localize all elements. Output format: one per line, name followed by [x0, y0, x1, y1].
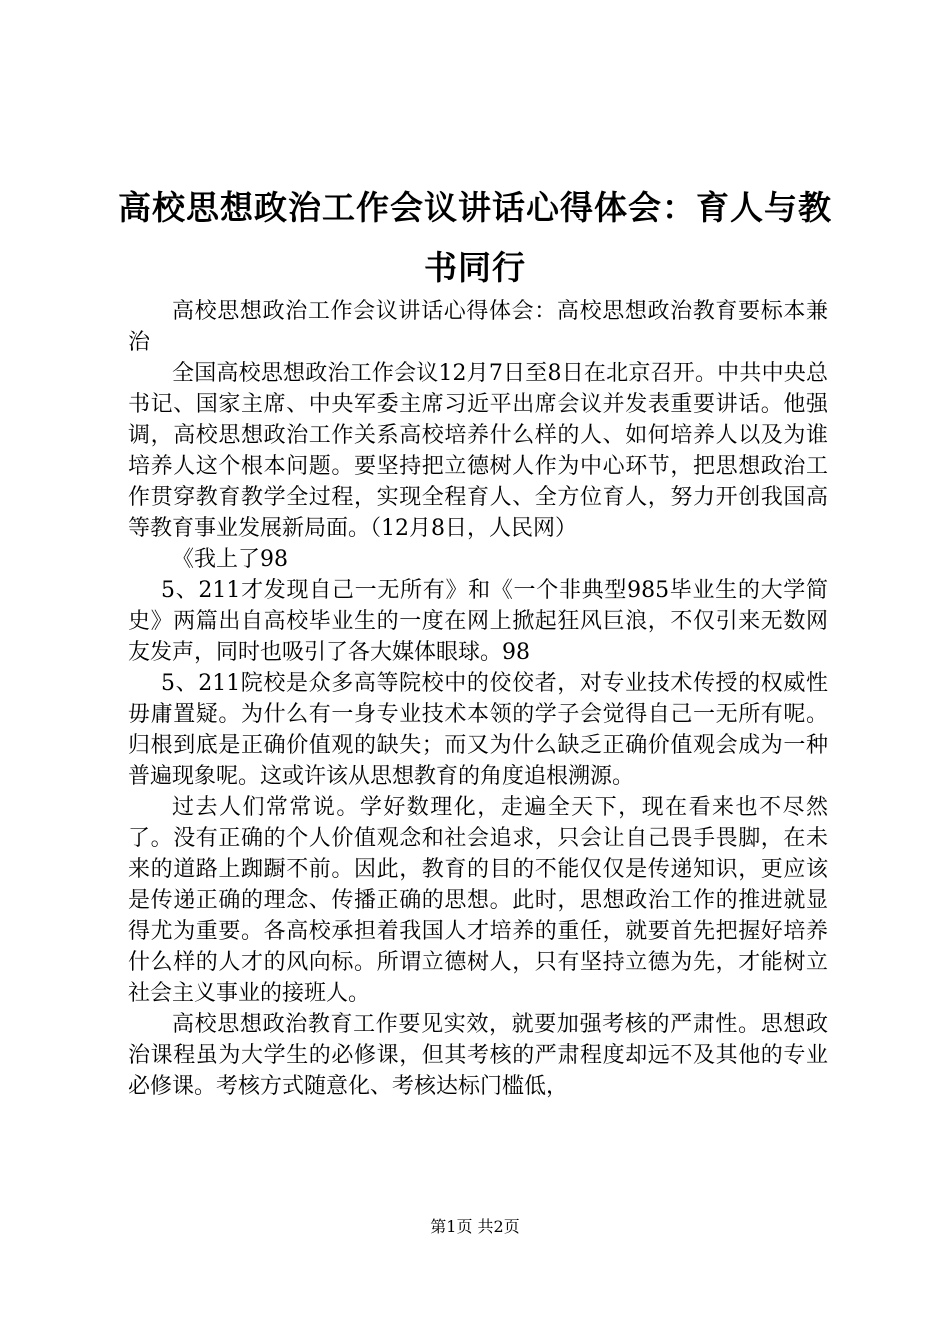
paragraph-article-ref: 《我上了98 [172, 547, 288, 572]
page-number-footer: 第1页 共2页 [430, 1217, 520, 1236]
document-title: 高校思想政治工作会议讲话心得体会：育人与教书同行 [118, 188, 832, 287]
paragraph-values: 5、211院校是众多高等院校中的佼佼者，对专业技术传授的权威性毋庸置疑。为什么有一身专业技术本领的学子会觉得自己一无所有呢。归根到底是正确价值观的缺失；而又为什么缺乏正确价值观会成为一种普遍现象呢。这或许该从思想教育的角度追根溯源。 [128, 671, 828, 789]
document-body [128, 296, 828, 1102]
paragraph-graduates: 5、211才发现自己一无所有》和《一个非典型985毕业生的大学简史》两篇出自高校毕业生的一度在网上掀起狂风巨浪，不仅引来无数网友发声，同时也吸引了各大媒体眼球。98 [128, 578, 828, 665]
paragraph-news-lead: 全国高校思想政治工作会议12月7日至8日在北京召开。中共中央总书记、国家主席、中央军委主席习近平出席会议并发表重要讲话。他强调，高校思想政治工作关系高校培养什么样的人、如何培养人以及为谁培养人这个根本问题。要坚持把立德树人作为中心环节，把思想政治工作贯穿教育教学全过程，实现全程育人、全方位育人，努力开创我国高等教育事业发展新局面。（12月8日，人民网） [128, 361, 828, 541]
paragraph-assessment: 高校思想政治教育工作要见实效，就要加强考核的严肃性。思想政治课程虽为大学生的必修课，但其考核的严肃程度却远不及其他的专业必修课。考核方式随意化、考核达标门槛低， [128, 1012, 828, 1099]
paragraph-subtitle: 高校思想政治工作会议讲话心得体会：高校思想政治教育要标本兼治 [128, 299, 828, 355]
paragraph-education-purpose: 过去人们常常说。学好数理化，走遍全天下，现在看来也不尽然了。没有正确的个人价值观念和社会追求，只会让自己畏手畏脚，在未来的道路上踟蹰不前。因此，教育的目的不能仅仅是传递知识，更应该是传递正确的理念、传播正确的思想。此时，思想政治工作的推进就显得尤为重要。各高校承担着我国人才培养的重任，就要首先把握好培养什么样的人才的风向标。所谓立德树人，只有坚持立德为先，才能树立社会主义事业的接班人。 [128, 795, 828, 1006]
